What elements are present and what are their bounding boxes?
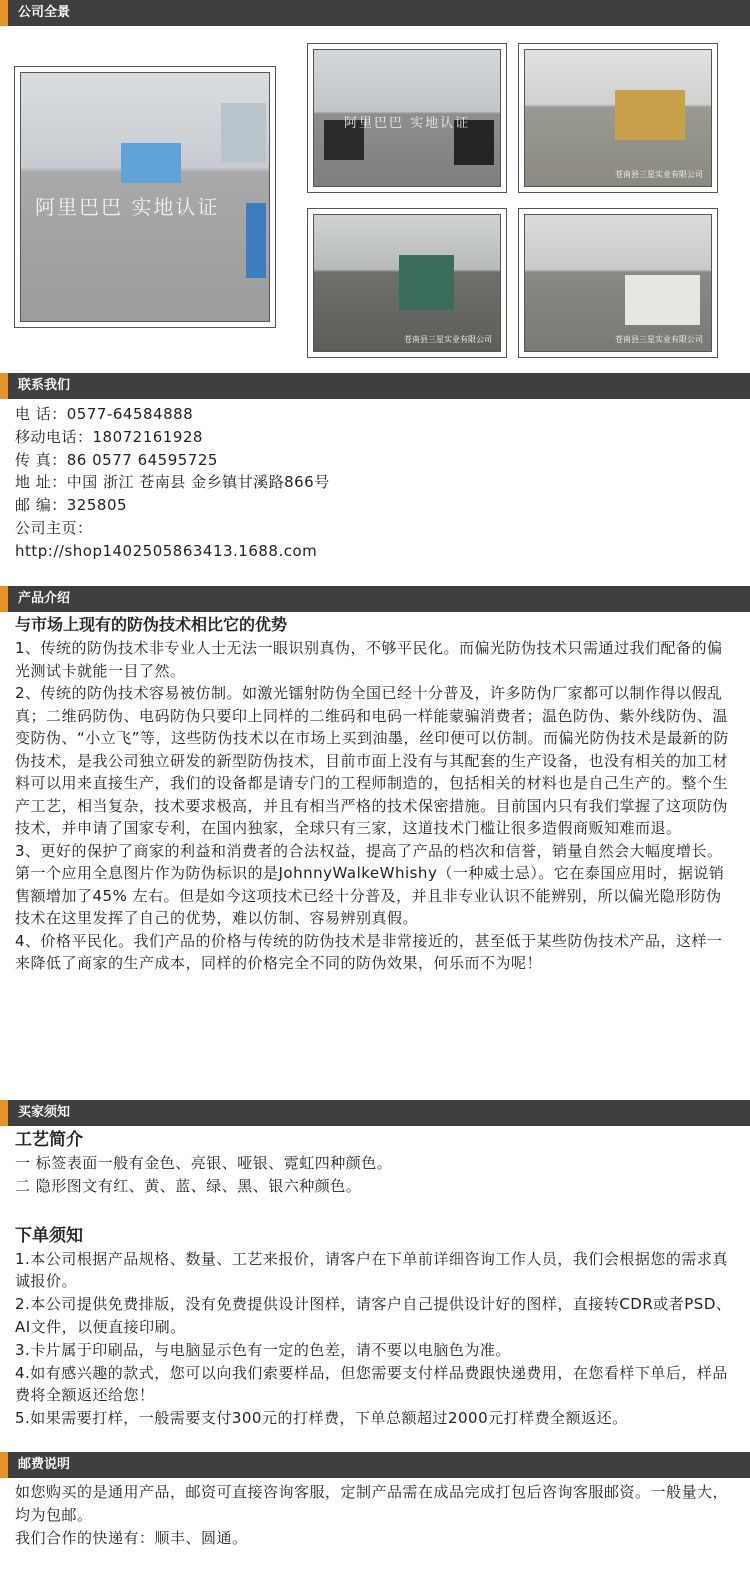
overview-section: [0, 0, 750, 26]
watermark-text: 阿里巴巴 实地认证: [344, 116, 471, 131]
order-heading: 下单须知: [15, 1225, 83, 1246]
office-photo-2: [307, 43, 507, 193]
order-line: 3.卡片属于印刷品，与电脑显示色有一定的色差，请不要以电脑色为准。: [15, 1340, 511, 1359]
workshop-photo-3: [518, 208, 718, 358]
header-accent: [0, 373, 8, 399]
workshop-photo-2: [307, 208, 507, 358]
buyer-section: [0, 1100, 750, 1430]
section-header: [0, 586, 750, 612]
printing-machine: [625, 275, 700, 325]
order-list: [15, 1248, 735, 1430]
contact-list: [0, 399, 750, 563]
order-line: 4.如有感兴趣的款式，您可以向我们索要样品，但您需要支付样品费跟快递费用，在您看样下单后，样品费将全额返还给您！: [15, 1363, 728, 1405]
section-header: [0, 373, 750, 399]
printing-machine: [615, 90, 685, 140]
buyer-content: [0, 1126, 750, 1430]
product-paragraphs: [15, 637, 735, 975]
order-line: 2.本公司提供免费排版，没有免费提供设计图样，请客户自己提供设计好的图样，直接转CDR或者PSD、AI文件，以便直接印刷。: [15, 1295, 732, 1336]
watermark-text: 阿里巴巴 实地认证: [35, 195, 220, 219]
printing-machine: [399, 255, 454, 310]
section-title: 公司全景: [18, 5, 71, 20]
office-partition: [246, 203, 266, 278]
header-accent: [0, 0, 8, 26]
contact-homepage-link[interactable]: http://shop1402505863413.1688.com: [15, 541, 318, 560]
section-header: [0, 1452, 750, 1478]
contact-homepage-label: 公司主页：: [15, 518, 93, 537]
product-section: [0, 586, 750, 975]
product-paragraph: 1、传统的防伪技术非专业人士无法一眼识别真伪，不够平民化。而偏光防伪技术只需通过我们配备的偏光测试卡就能一目了然。: [15, 639, 723, 680]
craft-line: 二 隐形图文有红、黄、蓝、绿、黑、银六种颜色。: [15, 1176, 362, 1195]
contact-phone: 电 话：0577-64584888: [15, 405, 194, 423]
photo-caption: 苍南县三星实业有限公司: [615, 170, 703, 179]
workshop-photo-1: [518, 43, 718, 193]
postage-line: 我们合作的快递有：顺丰、圆通。: [15, 1528, 248, 1547]
postage-line: 如您购买的是通用产品，邮资可直接咨询客服，定制产品需在成品完成打包后咨询客服邮资。一般量大，均为包邮。: [15, 1483, 729, 1524]
office-photo-main: [14, 66, 276, 328]
contact-mobile: 移动电话：18072161928: [15, 427, 203, 446]
header-accent: [0, 1100, 8, 1126]
section-title: 产品介绍: [18, 591, 71, 606]
product-paragraph: 3、更好的保护了商家的利益和消费者的合法权益，提高了产品的档次和信誉，销量自然会大幅度增长。第一个应用全息图片作为防伪标识的是JohnnyWalkeWhishy（一种威士忌）。它在泰国应用时，据说销售额增加了45% 左右。但是如今这项技术已经十分普及，并且非专业认识不能辨别，所以偏光隐形防伪技术在这里发挥了自己的优势，难以仿制、容易辨别真假。: [15, 841, 725, 927]
section-header: [0, 1100, 750, 1126]
section-title: 买家须知: [18, 1105, 71, 1120]
product-paragraph: 2、传统的防伪技术容易被仿制。如激光镭射防伪全国已经十分普及，许多防伪厂家都可以制作得以假乱真；二维码防伪、电码防伪只要印上同样的二维码和电码一样能蒙骗消费者；温色防伪、紫外线防伪、温变防伪、“小立飞”等，这些防伪技术以在市场上买到油墨，丝印便可以仿制。而偏光防伪技术是最新的防伪技术，是我公司独立研发的新型防伪技术，目前市面上没有与其配套的生产设备，也没有相关的加工材料可以用来直接生产，我们的设备都是请专门的工程师制造的，包括相关的材料也是自己生产的。整个生产工艺，相当复杂，技术要求极高，并且有相当严格的技术保密措施。目前国内只有我们掌握了这项防伪技术，并申请了国家专利，在国内独家，全球只有三家，这道技术门槛让很多造假商贩知难而退。: [15, 684, 730, 837]
craft-heading: 工艺简介: [15, 1130, 83, 1150]
contact-postcode: 邮 编：325805: [15, 496, 128, 515]
section-title: 邮费说明: [18, 1457, 71, 1472]
craft-list: [15, 1152, 735, 1198]
contact-fax: 传 真：86 0577 64595725: [15, 450, 218, 469]
postage-section: [0, 1452, 750, 1549]
photo-caption: 苍南县三星实业有限公司: [404, 335, 492, 344]
contact-section: [0, 373, 750, 563]
section-header: [0, 0, 750, 26]
order-line: 5.如果需要打样，一般需要支付300元的打样费，下单总额超过2000元打样费全额返还。: [15, 1409, 628, 1428]
header-accent: [0, 1452, 8, 1478]
office-partition: [121, 143, 181, 183]
section-title: 联系我们: [18, 378, 71, 393]
header-accent: [0, 586, 8, 612]
postage-content: [0, 1478, 750, 1549]
office-window: [221, 103, 266, 163]
product-heading: 与市场上现有的防伪技术相比它的优势: [15, 615, 288, 634]
photo-caption: 苍南县三星实业有限公司: [615, 335, 703, 344]
product-content: [0, 612, 750, 975]
product-paragraph: 4、价格平民化。我们产品的价格与传统的防伪技术是非常接近的，甚至低于某些防伪技术产品，这样一来降低了商家的生产成本，同样的价格完全不同的防伪效果，何乐而不为呢！: [15, 931, 723, 972]
contact-address: 地 址：中国 浙江 苍南县 金乡镇甘溪路866号: [15, 473, 330, 492]
craft-line: 一 标签表面一般有金色、亮银、哑银、霓虹四种颜色。: [15, 1154, 393, 1172]
order-line: 1.本公司根据产品规格、数量、工艺来报价，请客户在下单前详细咨询工作人员，我们会根据您的需求真诚报价。: [15, 1249, 728, 1291]
